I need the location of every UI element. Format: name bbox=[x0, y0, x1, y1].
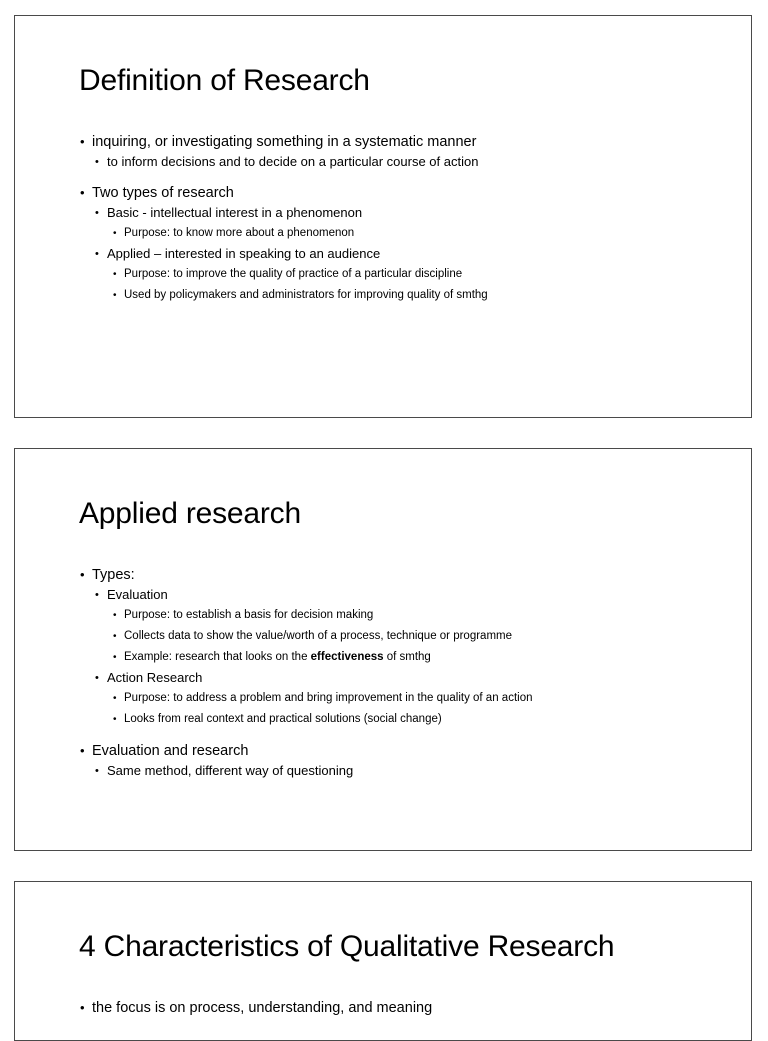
slide-title: Definition of Research bbox=[79, 64, 370, 97]
sub-sub-bullet-item: • Purpose: to address a problem and bring improvement in the quality of an action bbox=[79, 688, 533, 709]
slide-title: Applied research bbox=[79, 497, 301, 530]
sub-sub-bullet-item: • Purpose: to improve the quality of practice of a particular discipline bbox=[79, 264, 488, 285]
slide-title: 4 Characteristics of Qualitative Research bbox=[79, 930, 615, 963]
bullet-list bbox=[79, 998, 432, 1018]
sub-sub-bullet-item: • Looks from real context and practical solutions (social change) bbox=[79, 709, 533, 730]
sub-sub-bullet-item: • Purpose: to establish a basis for decision making bbox=[79, 605, 533, 626]
sub-bullet-item: • Basic - intellectual interest in a phenomenon bbox=[79, 203, 488, 223]
bullet-item: • Two types of research bbox=[79, 183, 488, 203]
slide-qualitative-research-characteristics bbox=[14, 881, 752, 1041]
sub-sub-bullet-item: • Used by policymakers and administrators for improving quality of smthg bbox=[79, 285, 488, 306]
sub-bullet-item: • Applied – interested in speaking to an audience bbox=[79, 244, 488, 264]
bullet-list bbox=[79, 132, 488, 306]
bold-keyword: effectiveness bbox=[310, 651, 384, 663]
sub-bullet-item: • Same method, different way of questioning bbox=[79, 761, 533, 781]
bullet-item: • the focus is on process, understanding, and meaning bbox=[79, 998, 432, 1018]
bullet-item: • Types: bbox=[79, 565, 533, 585]
sub-bullet-item: • Action Research bbox=[79, 668, 533, 688]
bullet-text: Example: research that looks on the bbox=[124, 651, 311, 663]
slide-applied-research bbox=[14, 448, 752, 851]
slide-definition-of-research bbox=[14, 15, 752, 418]
sub-bullet-item: • to inform decisions and to decide on a particular course of action bbox=[79, 152, 488, 172]
sub-sub-bullet-item: • Purpose: to know more about a phenomenon bbox=[79, 223, 488, 244]
bullet-item: • inquiring, or investigating something in a systematic manner bbox=[79, 132, 488, 152]
bullet-text: of smthg bbox=[383, 651, 431, 663]
sub-sub-bullet-item bbox=[79, 647, 533, 668]
sub-bullet-item: • Evaluation bbox=[79, 585, 533, 605]
bullet-list bbox=[79, 565, 533, 781]
bullet-item: • Evaluation and research bbox=[79, 741, 533, 761]
sub-sub-bullet-item: • Collects data to show the value/worth of a process, technique or programme bbox=[79, 626, 533, 647]
